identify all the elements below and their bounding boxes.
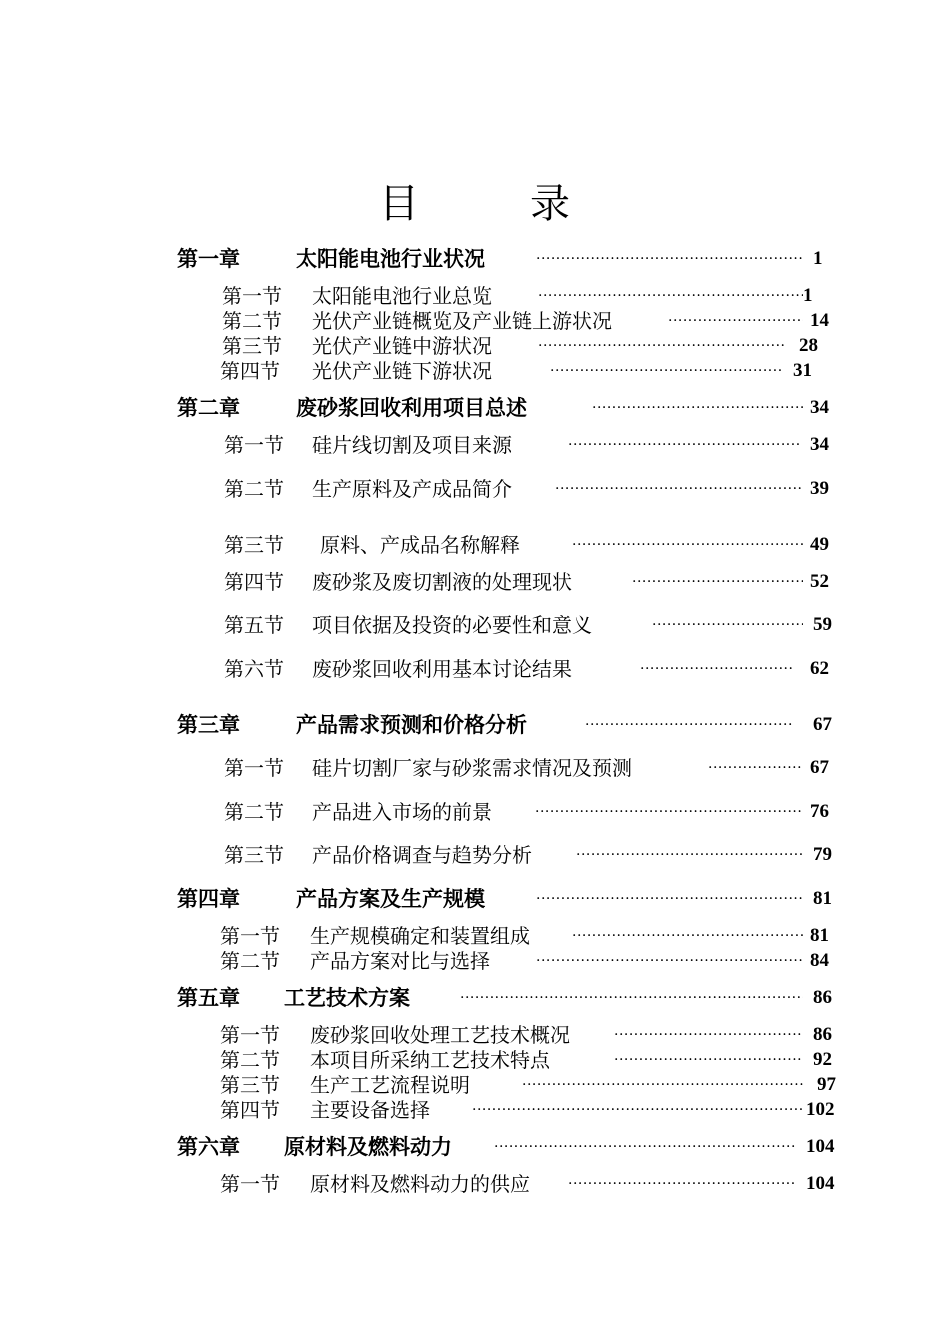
toc-page-number: 102 [806, 1099, 835, 1120]
toc-page-number: 14 [810, 310, 829, 331]
toc-page-number: 31 [793, 360, 812, 381]
toc-entry-number: 第一节 [220, 924, 280, 948]
toc-page-number: 86 [813, 1024, 832, 1045]
toc-page-number: 52 [810, 571, 829, 592]
toc-dot-leader [472, 1095, 803, 1125]
toc-dot-leader [536, 946, 803, 976]
toc-entry-title: 光伏产业链下游状况 [312, 359, 492, 383]
toc-dot-leader [572, 530, 803, 560]
toc-section-row[interactable] [0, 1169, 950, 1199]
toc-entry-number: 第三章 [177, 712, 240, 737]
toc-entry-number: 第二节 [222, 309, 282, 333]
toc-dot-leader [632, 567, 803, 597]
toc-entry-title: 硅片线切割及项目来源 [312, 433, 512, 457]
toc-entry-title: 原材料及燃料动力的供应 [310, 1172, 530, 1196]
toc-chapter-row[interactable] [0, 983, 950, 1013]
toc-entry-title: 废砂浆回收利用基本讨论结果 [312, 657, 572, 681]
toc-page-number: 34 [810, 434, 829, 455]
toc-page-number: 62 [810, 658, 829, 679]
toc-page-number: 76 [810, 801, 829, 822]
toc-dot-leader [592, 393, 803, 423]
title-char-1: 目 [379, 181, 420, 227]
toc-dot-leader [576, 840, 803, 870]
toc-entry-number: 第二节 [224, 477, 284, 501]
toc-section-row[interactable] [0, 654, 950, 684]
toc-page-number: 67 [810, 757, 829, 778]
toc-page-number: 86 [813, 987, 832, 1008]
toc-chapter-row[interactable] [0, 393, 950, 423]
toc-dot-leader [494, 1132, 796, 1162]
toc-page-number: 92 [813, 1049, 832, 1070]
toc-entry-title: 光伏产业链概览及产业链上游状况 [312, 309, 612, 333]
toc-page-number: 79 [813, 844, 832, 865]
toc-dot-leader [568, 430, 800, 460]
toc-section-row[interactable] [0, 430, 950, 460]
toc-entry-number: 第二章 [177, 395, 240, 420]
toc-entry-title: 原料、产成品名称解释 [320, 533, 520, 557]
toc-section-row[interactable] [0, 1095, 950, 1125]
toc-page-number: 104 [806, 1136, 835, 1157]
toc-entry-title: 本项目所采纳工艺技术特点 [310, 1048, 550, 1072]
toc-section-row[interactable] [0, 610, 950, 640]
title-char-2: 录 [530, 181, 571, 227]
toc-entry-number: 第一节 [220, 1023, 280, 1047]
toc-entry-number: 第一节 [224, 756, 284, 780]
toc-entry-number: 第二节 [220, 1048, 280, 1072]
toc-page-number: 1 [803, 285, 813, 306]
toc-entry-title: 产品方案对比与选择 [310, 949, 490, 973]
toc-entry-title: 产品方案及生产规模 [296, 886, 485, 911]
toc-entry-number: 第六节 [224, 657, 284, 681]
toc-entry-title: 主要设备选择 [310, 1098, 430, 1122]
toc-page-number: 59 [813, 614, 832, 635]
toc-dot-leader [585, 710, 793, 740]
toc-page-number: 81 [810, 925, 829, 946]
toc-entry-title: 产品价格调查与趋势分析 [312, 843, 532, 867]
toc-entry-title: 废砂浆回收处理工艺技术概况 [310, 1023, 570, 1047]
toc-entry-title: 太阳能电池行业总览 [312, 284, 492, 308]
toc-section-row[interactable] [0, 567, 950, 597]
toc-page-number: 49 [810, 534, 829, 555]
toc-entry-number: 第一节 [222, 284, 282, 308]
toc-dot-leader [640, 654, 793, 684]
toc-entry-title: 光伏产业链中游状况 [312, 334, 492, 358]
toc-dot-leader [550, 356, 781, 386]
toc-page-number: 28 [799, 335, 818, 356]
toc-dot-leader [536, 884, 803, 914]
toc-entry-number: 第二节 [220, 949, 280, 973]
toc-entry-number: 第一章 [177, 246, 240, 271]
toc-page-number: 39 [810, 478, 829, 499]
toc-section-row[interactable] [0, 474, 950, 504]
toc-entry-title: 生产原料及产成品简介 [312, 477, 512, 501]
toc-entry-title: 硅片切割厂家与砂浆需求情况及预测 [312, 756, 632, 780]
toc-chapter-row[interactable] [0, 884, 950, 914]
toc-entry-number: 第六章 [177, 1134, 240, 1159]
toc-entry-title: 项目依据及投资的必要性和意义 [312, 613, 592, 637]
toc-section-row[interactable] [0, 946, 950, 976]
toc-entry-number: 第三节 [224, 533, 284, 557]
toc-chapter-row[interactable] [0, 1132, 950, 1162]
toc-entry-number: 第五节 [224, 613, 284, 637]
toc-page-number: 34 [810, 397, 829, 418]
toc-dot-leader [536, 244, 803, 274]
toc-entry-title: 废砂浆回收利用项目总述 [296, 395, 527, 420]
toc-dot-leader [460, 983, 803, 1013]
toc-entry-number: 第三节 [224, 843, 284, 867]
toc-section-row[interactable] [0, 753, 950, 783]
toc-section-row[interactable] [0, 356, 950, 386]
page-title [0, 172, 950, 229]
toc-entry-number: 第二节 [224, 800, 284, 824]
toc-dot-leader [568, 1169, 796, 1199]
toc-entry-number: 第三节 [220, 1073, 280, 1097]
toc-entry-title: 产品需求预测和价格分析 [296, 712, 527, 737]
toc-page-number: 104 [806, 1173, 835, 1194]
toc-entry-number: 第四节 [220, 359, 280, 383]
toc-entry-title: 太阳能电池行业状况 [296, 246, 485, 271]
toc-page-number: 81 [813, 888, 832, 909]
toc-dot-leader [708, 753, 803, 783]
toc-dot-leader [555, 474, 803, 504]
toc-entry-number: 第五章 [177, 985, 240, 1010]
toc-dot-leader [652, 610, 803, 640]
toc-entry-number: 第四节 [220, 1098, 280, 1122]
toc-chapter-row[interactable] [0, 244, 950, 274]
toc-section-row[interactable] [0, 840, 950, 870]
toc-entry-title: 生产规模确定和装置组成 [310, 924, 530, 948]
toc-chapter-row[interactable] [0, 710, 950, 740]
toc-page-number: 67 [813, 714, 832, 735]
toc-entry-title: 废砂浆及废切割液的处理现状 [312, 570, 572, 594]
toc-entry-title: 工艺技术方案 [284, 985, 410, 1010]
toc-entry-title: 产品进入市场的前景 [312, 800, 492, 824]
toc-page-number: 97 [817, 1074, 836, 1095]
toc-dot-leader [535, 797, 803, 827]
toc-entry-number: 第四节 [224, 570, 284, 594]
toc-entry-title: 原材料及燃料动力 [284, 1134, 452, 1159]
toc-entry-number: 第四章 [177, 886, 240, 911]
toc-entry-number: 第三节 [222, 334, 282, 358]
toc-section-row[interactable] [0, 797, 950, 827]
toc-entry-title: 生产工艺流程说明 [310, 1073, 470, 1097]
toc-section-row[interactable] [0, 530, 950, 560]
toc-page-number: 1 [813, 248, 823, 269]
toc-entry-number: 第一节 [220, 1172, 280, 1196]
toc-entry-number: 第一节 [224, 433, 284, 457]
toc-page-number: 84 [810, 950, 829, 971]
